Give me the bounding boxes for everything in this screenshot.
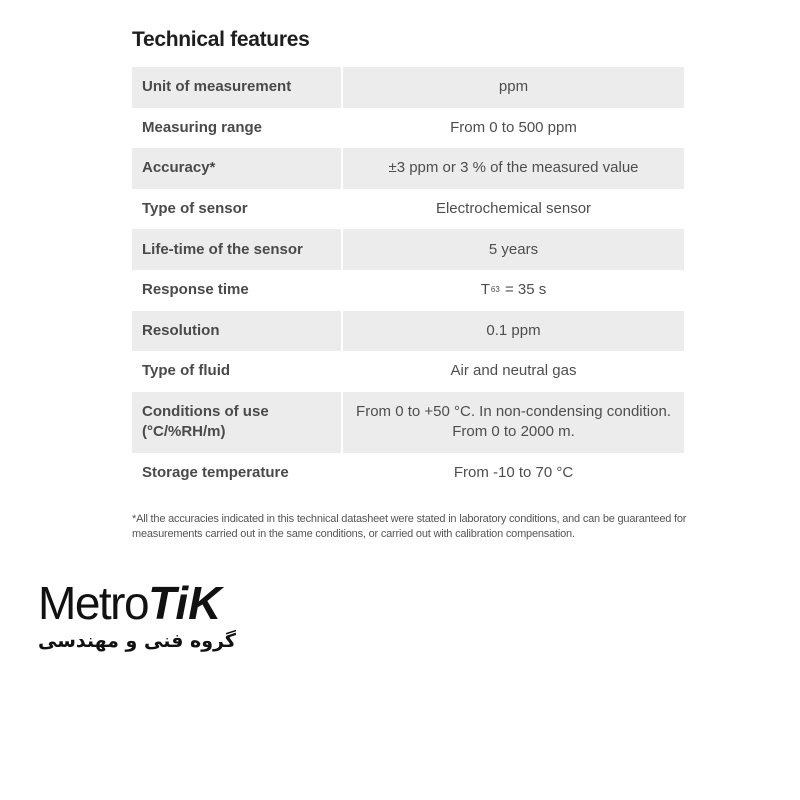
row-value: Electrochemical sensor [435, 200, 592, 218]
row-value [343, 392, 684, 453]
table-row [132, 229, 684, 270]
row-label: Response time [142, 281, 249, 299]
row-label: Storage temperature [142, 464, 289, 482]
row-value: Air and neutral gas [450, 362, 577, 380]
section-title: Technical features [132, 28, 310, 51]
row-label-line: Conditions of use [142, 403, 269, 421]
row-value: From -10 to 70 °C [453, 464, 574, 482]
row-label: Resolution [132, 311, 341, 352]
row-value: From 0 to 500 ppm [450, 118, 577, 136]
value-prefix: T [480, 281, 490, 299]
table-row [132, 311, 684, 352]
row-value-line: From 0 to +50 °C. In non-condensing condition. [356, 403, 671, 421]
row-label: Type of sensor [142, 200, 248, 218]
row-value: 0.1 ppm [343, 311, 684, 352]
footnote: *All the accuracies indicated in this technical datasheet were stated in laboratory conditions, and can be guaranteed for measurements carried out in the same conditions, or carried out with calibration compensation. [132, 513, 687, 540]
table-row [132, 392, 684, 453]
row-label: Type of fluid [142, 362, 231, 380]
row-value: ppm [343, 67, 684, 108]
row-value: 5 years [343, 229, 684, 270]
row-label: Measuring range [142, 118, 263, 136]
logo-word-main: Metro [38, 577, 149, 629]
value-subscript: 63 [490, 285, 500, 295]
logo-subtitle: گروه فنی و مهندسی [38, 630, 236, 652]
row-label: Unit of measurement [132, 67, 341, 108]
table-row [132, 453, 684, 494]
row-label-line: (°C/%RH/m) [142, 423, 226, 441]
table-row [132, 148, 684, 189]
row-label: Accuracy* [132, 148, 341, 189]
row-value-line: From 0 to 2000 m. [452, 423, 575, 441]
logo-word-accent: TiK [148, 577, 222, 629]
row-value: ±3 ppm or 3 % of the measured value [343, 148, 684, 189]
table-row [132, 270, 684, 311]
table-row [132, 67, 684, 108]
spec-table [132, 67, 684, 493]
table-row [132, 189, 684, 230]
table-row [132, 108, 684, 149]
logo-wordmark [38, 577, 262, 629]
row-value [343, 270, 684, 311]
value-suffix: = 35 s [500, 281, 547, 299]
row-label: Life-time of the sensor [132, 229, 341, 270]
table-row [132, 351, 684, 392]
metrotik-logo [38, 577, 262, 652]
row-label [132, 392, 341, 453]
